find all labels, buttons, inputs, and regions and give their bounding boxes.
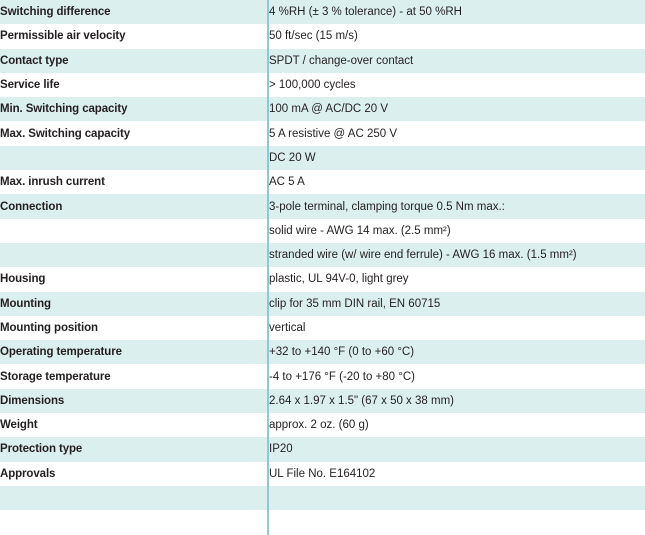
table-row [0, 219, 645, 243]
row-label: Connection [0, 194, 268, 218]
row-label [0, 219, 268, 243]
table-row [0, 486, 645, 510]
table-row [0, 340, 645, 364]
table-row [0, 389, 645, 413]
row-value: stranded wire (w/ wire end ferrule) - AWG 16 max. (1.5 mm²) [268, 243, 645, 267]
row-value: approx. 2 oz. (60 g) [268, 413, 645, 437]
table-row [0, 437, 645, 461]
row-label: Operating temperature [0, 340, 268, 364]
table-row [0, 73, 645, 97]
row-value: vertical [268, 316, 645, 340]
table-row [0, 413, 645, 437]
row-label [0, 146, 268, 170]
row-label: Protection type [0, 437, 268, 461]
row-label: Max. Switching capacity [0, 121, 268, 145]
table-row [0, 146, 645, 170]
row-label: Dimensions [0, 389, 268, 413]
row-label [0, 510, 268, 534]
row-value: 3-pole terminal, clamping torque 0.5 Nm max.: [268, 194, 645, 218]
row-label: Weight [0, 413, 268, 437]
row-value: -4 to +176 °F (-20 to +80 °C) [268, 364, 645, 388]
row-value: > 100,000 cycles [268, 73, 645, 97]
table-row [0, 243, 645, 267]
table-row [0, 24, 645, 48]
table-row [0, 0, 645, 24]
table-row [0, 97, 645, 121]
row-value: +32 to +140 °F (0 to +60 °C) [268, 340, 645, 364]
row-label: Mounting position [0, 316, 268, 340]
row-value: plastic, UL 94V-0, light grey [268, 267, 645, 291]
table-row [0, 316, 645, 340]
row-value: UL File No. E164102 [268, 462, 645, 486]
row-label: Housing [0, 267, 268, 291]
row-label: Permissible air velocity [0, 24, 268, 48]
row-label [0, 243, 268, 267]
row-label: Approvals [0, 462, 268, 486]
row-label: Contact type [0, 49, 268, 73]
row-value: IP20 [268, 437, 645, 461]
table-row [0, 121, 645, 145]
row-value: SPDT / change-over contact [268, 49, 645, 73]
row-label: Mounting [0, 292, 268, 316]
row-value: 100 mA @ AC/DC 20 V [268, 97, 645, 121]
table-row [0, 364, 645, 388]
row-value [268, 510, 645, 534]
row-value: solid wire - AWG 14 max. (2.5 mm²) [268, 219, 645, 243]
table-row [0, 170, 645, 194]
row-value: 2.64 x 1.97 x 1.5" (67 x 50 x 38 mm) [268, 389, 645, 413]
row-label: Storage temperature [0, 364, 268, 388]
row-label [0, 486, 268, 510]
table-row [0, 194, 645, 218]
table-row [0, 267, 645, 291]
row-value: 50 ft/sec (15 m/s) [268, 24, 645, 48]
row-label: Switching difference [0, 0, 268, 24]
table-row [0, 462, 645, 486]
table-row [0, 510, 645, 534]
row-value [268, 486, 645, 510]
row-value: 5 A resistive @ AC 250 V [268, 121, 645, 145]
row-value: DC 20 W [268, 146, 645, 170]
table-row [0, 49, 645, 73]
row-label: Max. inrush current [0, 170, 268, 194]
table-row [0, 292, 645, 316]
row-value: AC 5 A [268, 170, 645, 194]
row-value: clip for 35 mm DIN rail, EN 60715 [268, 292, 645, 316]
row-label: Min. Switching capacity [0, 97, 268, 121]
row-label: Service life [0, 73, 268, 97]
row-value: 4 %RH (± 3 % tolerance) - at 50 %RH [268, 0, 645, 24]
